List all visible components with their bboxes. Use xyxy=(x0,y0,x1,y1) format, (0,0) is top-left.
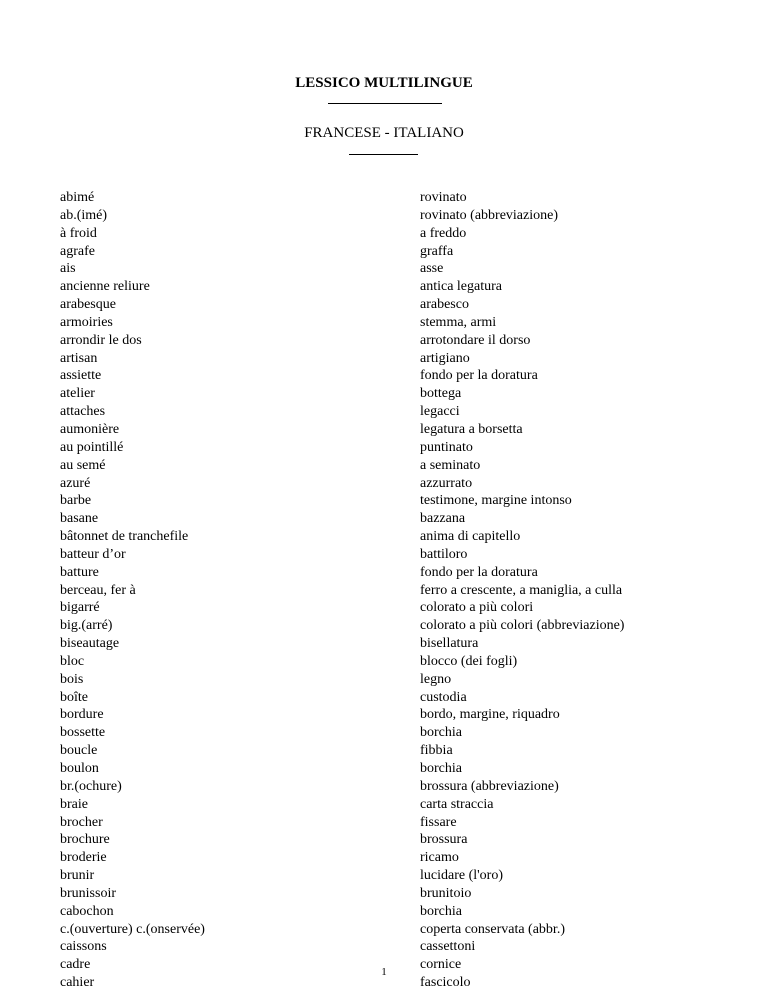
french-term: batteur d’or xyxy=(60,546,126,562)
page-title: LESSICO MULTILINGUE xyxy=(295,75,473,91)
french-term: arabesque xyxy=(60,297,116,313)
italian-term: azzurrato xyxy=(420,475,473,491)
glossary-entry xyxy=(60,599,720,617)
french-term: caissons xyxy=(60,939,107,955)
italian-term: testimone, margine intonso xyxy=(420,493,572,509)
glossary-entry xyxy=(60,689,720,707)
italian-term: borchia xyxy=(420,903,462,919)
glossary-entry xyxy=(60,367,720,385)
glossary-entry xyxy=(60,831,720,849)
italian-term: cornice xyxy=(420,957,462,973)
italian-term: antica legatura xyxy=(420,279,503,295)
glossary-entry xyxy=(60,796,720,814)
french-term: brunissoir xyxy=(60,885,116,901)
italian-term: brossura (abbreviazione) xyxy=(420,778,559,794)
french-term: atelier xyxy=(60,386,95,402)
glossary-entry xyxy=(60,671,720,689)
french-term: brochure xyxy=(60,832,110,848)
italian-term: fibbia xyxy=(420,743,453,759)
italian-term: borchia xyxy=(420,761,462,776)
italian-term: fascicolo xyxy=(420,975,471,991)
italian-term: borchia xyxy=(420,725,462,741)
glossary-entry xyxy=(60,207,720,225)
french-term: berceau, fer à xyxy=(60,582,136,598)
french-term: biseautage xyxy=(60,636,120,652)
italian-term: asse xyxy=(420,261,444,277)
french-term: attaches xyxy=(60,404,106,420)
glossary-list xyxy=(60,189,720,992)
glossary-entry xyxy=(60,760,720,778)
glossary-entry xyxy=(60,492,720,510)
glossary-entry xyxy=(60,778,720,796)
glossary-entry xyxy=(60,903,720,921)
italian-term: legatura a borsetta xyxy=(420,421,523,437)
italian-term: rovinato xyxy=(420,190,467,205)
french-term: brunir xyxy=(60,868,95,884)
glossary-entry xyxy=(60,260,720,278)
french-term: boucle xyxy=(60,743,98,759)
italian-term: artigiano xyxy=(420,350,470,366)
glossary-entry xyxy=(60,938,720,956)
french-term: broderie xyxy=(60,850,107,866)
italian-term: blocco (dei fogli) xyxy=(420,653,518,669)
french-term: ab.(imé) xyxy=(60,207,108,223)
italian-term: fissare xyxy=(420,814,457,830)
italian-term: fondo per la doratura xyxy=(420,368,538,384)
glossary-entry xyxy=(60,706,720,724)
italian-term: puntinato xyxy=(420,439,473,455)
glossary-entry xyxy=(60,403,720,421)
glossary-entry xyxy=(60,582,720,600)
french-term: assiette xyxy=(60,368,102,384)
italian-term: legno xyxy=(420,671,452,687)
glossary-entry xyxy=(60,885,720,903)
glossary-entry xyxy=(60,225,720,243)
french-term: à froid xyxy=(60,225,97,241)
french-term: bigarré xyxy=(60,600,100,616)
glossary-entry xyxy=(60,635,720,653)
italian-term: a freddo xyxy=(420,225,467,241)
glossary-entry xyxy=(60,421,720,439)
french-term: big.(arré) xyxy=(60,618,113,634)
french-term: aumonière xyxy=(60,421,120,437)
french-term: barbe xyxy=(60,493,92,509)
french-term: brocher xyxy=(60,814,103,830)
subtitle-underline xyxy=(349,154,418,155)
french-term: br.(ochure) xyxy=(60,778,122,794)
french-term: au pointillé xyxy=(60,439,124,455)
french-term: batture xyxy=(60,564,99,580)
glossary-entry xyxy=(60,724,720,742)
french-term: cabochon xyxy=(60,903,114,919)
french-term: cadre xyxy=(60,957,91,973)
glossary-entry xyxy=(60,350,720,368)
french-term: boulon xyxy=(60,761,99,776)
italian-term: bordo, margine, riquadro xyxy=(420,707,560,723)
french-term: ais xyxy=(60,261,76,277)
french-term: bois xyxy=(60,671,84,687)
glossary-entry xyxy=(60,921,720,939)
italian-term: coperta conservata (abbr.) xyxy=(420,921,565,937)
italian-term: carta straccia xyxy=(420,796,494,812)
glossary-entry xyxy=(60,457,720,475)
french-term: cahier xyxy=(60,975,95,991)
french-term: azuré xyxy=(60,475,91,491)
glossary-entry xyxy=(60,510,720,528)
glossary-entry xyxy=(60,528,720,546)
glossary-entry xyxy=(60,439,720,457)
italian-term: fondo per la doratura xyxy=(420,564,538,580)
glossary-entry xyxy=(60,189,720,207)
italian-term: anima di capitello xyxy=(420,529,521,545)
glossary-entry xyxy=(60,314,720,332)
italian-term: ferro a crescente, a maniglia, a culla xyxy=(420,582,623,598)
glossary-entry xyxy=(60,617,720,635)
french-term: arrondir le dos xyxy=(60,332,142,348)
glossary-entry xyxy=(60,278,720,296)
french-term: bordure xyxy=(60,707,104,723)
italian-term: ricamo xyxy=(420,850,459,866)
french-term: braie xyxy=(60,796,88,812)
french-term: boîte xyxy=(60,689,88,705)
french-term: bâtonnet de tranchefile xyxy=(60,529,189,545)
italian-term: custodia xyxy=(420,689,467,705)
italian-term: colorato a più colori xyxy=(420,600,534,616)
glossary-entry xyxy=(60,867,720,885)
glossary-entry xyxy=(60,296,720,314)
italian-term: brunitoio xyxy=(420,885,472,901)
italian-term: rovinato (abbreviazione) xyxy=(420,207,558,223)
italian-term: stemma, armi xyxy=(420,314,497,330)
italian-term: a seminato xyxy=(420,457,481,473)
glossary-entry xyxy=(60,385,720,403)
french-term: basane xyxy=(60,511,99,527)
french-term: au semé xyxy=(60,457,106,473)
page-subtitle: FRANCESE - ITALIANO xyxy=(304,125,464,141)
glossary-entry xyxy=(60,475,720,493)
french-term: bloc xyxy=(60,653,85,669)
italian-term: bazzana xyxy=(420,511,466,527)
glossary-entry xyxy=(60,849,720,867)
glossary-entry xyxy=(60,742,720,760)
french-term: ancienne reliure xyxy=(60,279,150,295)
italian-term: colorato a più colori (abbreviazione) xyxy=(420,618,625,634)
italian-term: graffa xyxy=(420,243,454,259)
french-term: c.(ouverture) c.(onservée) xyxy=(60,921,205,937)
glossary-entry xyxy=(60,243,720,261)
glossary-entry xyxy=(60,546,720,564)
french-term: bossette xyxy=(60,725,106,741)
french-term: artisan xyxy=(60,350,98,366)
italian-term: cassettoni xyxy=(420,939,476,955)
title-underline xyxy=(328,103,442,104)
glossary-entry xyxy=(60,332,720,350)
italian-term: bisellatura xyxy=(420,636,479,652)
italian-term: lucidare (l'oro) xyxy=(420,868,503,884)
italian-term: arabesco xyxy=(420,297,469,313)
italian-term: battiloro xyxy=(420,546,468,562)
glossary-entry xyxy=(60,564,720,582)
glossary-entry xyxy=(60,814,720,832)
french-term: abimé xyxy=(60,190,95,205)
italian-term: bottega xyxy=(420,386,462,402)
italian-term: legacci xyxy=(420,404,460,420)
italian-term: arrotondare il dorso xyxy=(420,332,531,348)
glossary-entry xyxy=(60,653,720,671)
french-term: armoiries xyxy=(60,314,113,330)
french-term: agrafe xyxy=(60,243,95,259)
page-number: 1 xyxy=(381,966,387,978)
italian-term: brossura xyxy=(420,832,468,848)
